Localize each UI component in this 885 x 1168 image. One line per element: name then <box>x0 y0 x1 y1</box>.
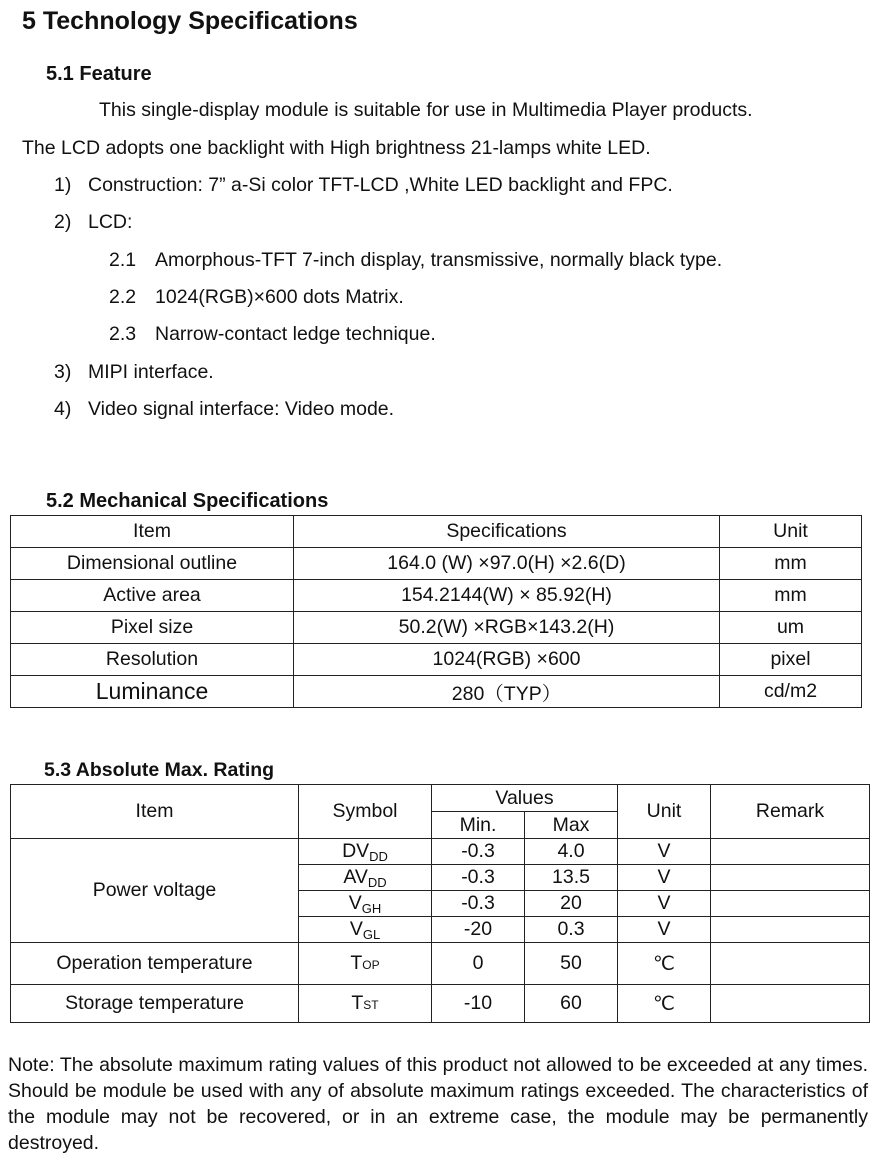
cell-unit: mm <box>720 580 862 612</box>
cell-max: 60 <box>525 985 618 1023</box>
cell-remark <box>711 839 870 865</box>
symbol-subscript: DD <box>367 874 387 890</box>
cell-max: 13.5 <box>525 865 618 891</box>
column-header-specifications: Specifications <box>294 516 720 548</box>
cell-remark <box>711 943 870 985</box>
feature-intro-1: This single-display module is suitable for use in Multimedia Player products. <box>99 99 753 121</box>
cell-symbol <box>299 891 432 917</box>
symbol-subscript: GH <box>361 900 382 916</box>
lcd-subitem-text: 1024(RGB)×600 dots Matrix. <box>155 286 404 308</box>
cell-symbol <box>299 943 432 985</box>
cell-max: 0.3 <box>525 917 618 943</box>
cell-remark <box>711 917 870 943</box>
cell-unit: pixel <box>720 644 862 676</box>
cell-min: -0.3 <box>432 839 525 865</box>
mechanical-spec-table <box>10 515 862 708</box>
lcd-subitem-number: 2.2 <box>109 286 137 308</box>
cell-max: 20 <box>525 891 618 917</box>
feature-item <box>54 361 214 384</box>
cell-item: Luminance <box>11 676 294 708</box>
cell-symbol <box>299 985 432 1023</box>
feature-item-number: 4) <box>54 398 72 420</box>
cell-symbol <box>299 865 432 891</box>
cell-symbol <box>299 917 432 943</box>
column-header-values: Values <box>432 785 618 812</box>
cell-spec: 1024(RGB) ×600 <box>294 644 720 676</box>
table-row <box>11 548 862 580</box>
cell-remark <box>711 985 870 1023</box>
table-header-row <box>11 785 870 812</box>
cell-unit: V <box>618 891 711 917</box>
section-heading-absolute: 5.3 Absolute Max. Rating <box>44 759 275 781</box>
lcd-subitem <box>109 249 722 272</box>
symbol-subscript: ST <box>363 998 379 1012</box>
table-row <box>11 644 862 676</box>
column-header-item: Item <box>11 785 299 839</box>
symbol-main: V <box>348 891 362 914</box>
symbol-main: V <box>349 917 363 940</box>
cell-unit: cd/m2 <box>720 676 862 708</box>
feature-item <box>54 211 132 234</box>
cell-max: 50 <box>525 943 618 985</box>
symbol-main: T <box>351 992 364 1014</box>
feature-item <box>54 174 673 197</box>
cell-item-power-voltage: Power voltage <box>11 839 299 943</box>
absolute-rating-table <box>10 784 870 1023</box>
cell-spec: 154.2144(W) × 85.92(H) <box>294 580 720 612</box>
lcd-subitem-number: 2.3 <box>109 323 137 345</box>
lcd-subitem-text: Amorphous-TFT 7-inch display, transmissive, normally black type. <box>155 249 723 271</box>
cell-spec: 50.2(W) ×RGB×143.2(H) <box>294 612 720 644</box>
feature-item-text: MIPI interface. <box>88 361 214 383</box>
column-header-item: Item <box>11 516 294 548</box>
feature-item-text: Video signal interface: Video mode. <box>88 398 395 420</box>
table-row <box>11 612 862 644</box>
page-title: 5 Technology Specifications <box>22 7 358 35</box>
table-header-row <box>11 516 862 548</box>
symbol-main: T <box>350 952 363 974</box>
cell-min: -0.3 <box>432 891 525 917</box>
column-header-symbol: Symbol <box>299 785 432 839</box>
column-header-remark: Remark <box>711 785 870 839</box>
cell-remark <box>711 865 870 891</box>
lcd-subitem <box>109 323 436 346</box>
cell-spec: 280（TYP） <box>294 676 720 708</box>
column-header-unit: Unit <box>720 516 862 548</box>
cell-symbol <box>299 839 432 865</box>
table-row <box>11 985 870 1023</box>
cell-min: -0.3 <box>432 865 525 891</box>
section-heading-feature: 5.1 Feature <box>46 63 152 85</box>
symbol-subscript: GL <box>362 926 381 942</box>
cell-min: -20 <box>432 917 525 943</box>
cell-min: -10 <box>432 985 525 1023</box>
feature-item-number: 1) <box>54 174 72 196</box>
table-row <box>11 676 862 708</box>
cell-remark <box>711 891 870 917</box>
lcd-subitem-number: 2.1 <box>109 249 137 271</box>
cell-min: 0 <box>432 943 525 985</box>
lcd-subitem-text: Narrow-contact ledge technique. <box>155 323 436 345</box>
cell-unit: ℃ <box>618 943 711 985</box>
section-heading-mechanical: 5.2 Mechanical Specifications <box>46 490 329 512</box>
cell-unit: um <box>720 612 862 644</box>
note-paragraph: Note: The absolute maximum rating values of this product not allowed to be exceeded at any times. Should be module be used with any of absolute maximum ratings exceeded. The characteristics of the module may not be recovered, or in an extreme case, the module may be permanently destroyed. <box>8 1054 868 1154</box>
symbol-subscript: DD <box>369 848 388 864</box>
cell-unit: V <box>618 839 711 865</box>
column-header-max: Max <box>525 812 618 839</box>
table-row <box>11 839 870 865</box>
feature-item-text: LCD: <box>88 211 133 233</box>
feature-item-number: 2) <box>54 211 72 233</box>
cell-item: Storage temperature <box>11 985 299 1023</box>
cell-item: Pixel size <box>11 612 294 644</box>
cell-item: Active area <box>11 580 294 612</box>
cell-item: Resolution <box>11 644 294 676</box>
column-header-unit: Unit <box>618 785 711 839</box>
feature-item-text: Construction: 7” a-Si color TFT-LCD ,White LED backlight and FPC. <box>88 174 673 196</box>
cell-item: Dimensional outline <box>11 548 294 580</box>
cell-item: Operation temperature <box>11 943 299 985</box>
feature-item <box>54 398 394 421</box>
cell-unit: V <box>618 917 711 943</box>
symbol-main: DV <box>342 839 370 862</box>
cell-unit: V <box>618 865 711 891</box>
feature-item-number: 3) <box>54 361 72 383</box>
symbol-subscript: OP <box>362 958 380 972</box>
table-row <box>11 580 862 612</box>
lcd-subitem <box>109 286 404 309</box>
feature-intro-2: The LCD adopts one backlight with High brightness 21-lamps white LED. <box>22 137 651 159</box>
cell-unit: mm <box>720 548 862 580</box>
column-header-min: Min. <box>432 812 525 839</box>
cell-unit: ℃ <box>618 985 711 1023</box>
cell-max: 4.0 <box>525 839 618 865</box>
cell-spec: 164.0 (W) ×97.0(H) ×2.6(D) <box>294 548 720 580</box>
symbol-main: AV <box>343 865 368 888</box>
table-row <box>11 943 870 985</box>
